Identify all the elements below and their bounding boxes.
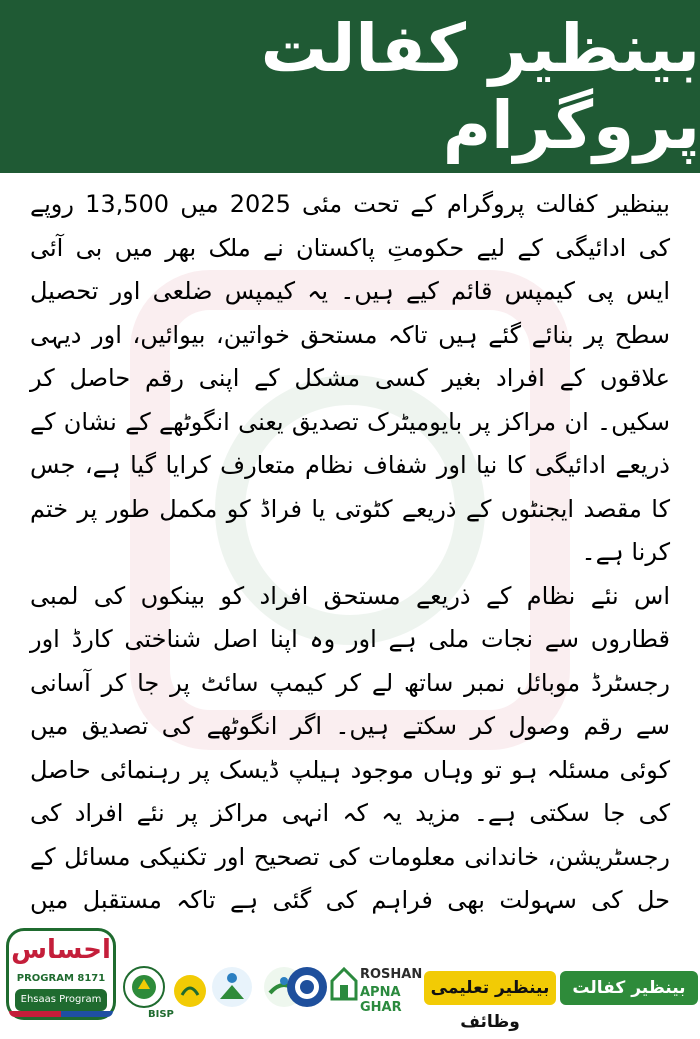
kafaalat-badge: بینظیر کفالت xyxy=(560,971,698,1005)
paragraph-2: اس نئے نظام کے ذریعے مستحق افراد کو بینکوں کی لمبی قطاروں سے نجات ملی ہے اور وہ اپنا اصل شناختی کارڈ اور رجسٹرڈ موبائل نمبر ساتھ لے کر کیمپ سائٹ پر جا کر آسانی سے رقم وصول کر سکتے ہیں۔ اگر انگوٹھے کی تصدیق میں کوئی مسئلہ ہو تو وہاں موجود ہیلپ ڈیسک پر رہنمائی حاصل کی جا سکتی ہے۔ مزید یہ کہ انہی مراکز پر نئے افراد کی رجسٹریشن، خاندانی معلومات کی تصحیح اور تکنیکی مسائل کے حل کی سہولت بھی فراہم کی گئی ہے تاکہ مستقبل میں xyxy=(30,581,670,914)
ehsaas-word: احساس xyxy=(11,935,111,965)
scholarship-badge: بینظیر تعلیمی وظائف xyxy=(424,971,556,1005)
house-icon xyxy=(330,965,358,1001)
roshan-title: ROSHAN xyxy=(360,967,423,982)
footer-logos xyxy=(0,925,700,1032)
govt-seal-icon xyxy=(285,965,329,1009)
bisp-logo-icon xyxy=(172,973,208,1009)
ehsaas-program-code: PROGRAM 8171 xyxy=(16,973,106,984)
roshan-subtitle: APNA GHAR xyxy=(360,985,402,1015)
flag-stripe xyxy=(9,1011,113,1017)
ehsaas-program-label: Ehsaas Program xyxy=(15,989,107,1011)
title-banner xyxy=(0,0,700,173)
bisp-seal-icon xyxy=(122,965,166,1009)
page-title: بینظیر کفالت پروگرام xyxy=(260,9,700,164)
bisp-label: BISP xyxy=(148,1009,174,1020)
article-body xyxy=(30,183,670,966)
ehsaas-logo xyxy=(6,928,116,1020)
women-logo-icon xyxy=(210,965,254,1009)
paragraph-1: بینظیر کفالت پروگرام کے تحت مئی 2025 میں 13,500 روپے کی ادائیگی کے لیے حکومتِ پاکستان نے ملک بھر میں بی آئی ایس پی کیمپس قائم کیے ہیں۔ یہ کیمپس ضلعی اور تحصیل سطح پر بنائے گئے ہیں تاکہ مستحق خواتین، بیوائیں، اور دیہی علاقوں کے افراد بغیر کسی مشکل کے اپنی رقم حاصل کر سکیں۔ ان مراکز پر بایومیٹرک تصدیق یعنی انگوٹھے کے نشان کے ذریعے ادائیگی کا نیا اور شفاف نظام متعارف کرایا گیا ہے، جس کا مقصد ایجنٹوں کے ذریعے کٹوتی یا فراڈ کو مکمل طور پر ختم کرنا ہے۔ xyxy=(30,190,670,566)
roshan-apna-ghar-logo xyxy=(330,963,423,1015)
